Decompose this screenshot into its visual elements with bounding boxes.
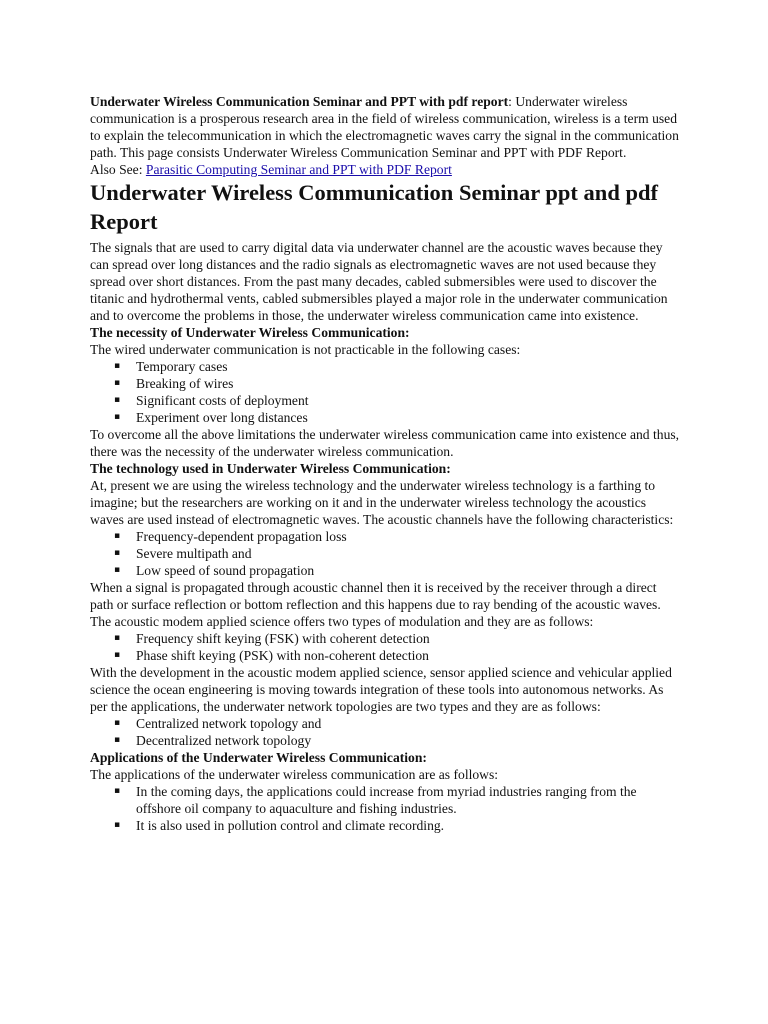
bullet-icon: ▪ <box>114 395 121 405</box>
bullet-icon: ▪ <box>114 565 121 575</box>
bullet-icon: ▪ <box>114 378 121 388</box>
bullet-icon: ▪ <box>114 412 121 422</box>
list-item <box>114 562 682 579</box>
list-item <box>114 630 682 647</box>
modulation-intro: When a signal is propagated through acoustic channel then it is received by the receiver through a direct path or surface reflection or bottom reflection and this happens due to ray bending of the acoustic waves. The acoustic modem applied science offers two types of modulation and they are as follows: <box>90 580 661 629</box>
necessity-list <box>90 358 682 426</box>
also-see <box>90 161 682 178</box>
applications-list <box>90 783 682 834</box>
applications-intro: The applications of the underwater wireless communication are as follows: <box>90 767 499 782</box>
list-item <box>114 392 682 409</box>
applications-heading: Applications of the Underwater Wireless Communication: <box>90 750 427 765</box>
list-item <box>114 409 682 426</box>
parasitic-computing-link[interactable]: Parasitic Computing Seminar and PPT with PDF Report <box>145 162 452 177</box>
bullet-icon: ▪ <box>114 531 121 541</box>
characteristics-list <box>90 528 682 579</box>
list-item-text: Low speed of sound propagation <box>136 563 315 578</box>
topology-intro: With the development in the acoustic modem applied science, sensor applied science and vehicular applied science the ocean engineering is moving towards integration of these tools into autonomous networks. As per the applications, the underwater network topologies are two types and they are as follows: <box>90 665 672 714</box>
bullet-icon: ▪ <box>114 735 121 745</box>
list-item-text: Severe multipath and <box>136 546 252 561</box>
bullet-icon: ▪ <box>114 786 121 796</box>
list-item <box>114 647 682 664</box>
list-item-text: It is also used in pollution control and climate recording. <box>136 818 445 833</box>
list-item <box>114 817 682 834</box>
list-item <box>114 783 682 817</box>
topology-list <box>90 715 682 749</box>
list-item-text: Frequency-dependent propagation loss <box>136 529 347 544</box>
bullet-icon: ▪ <box>114 548 121 558</box>
list-item <box>114 375 682 392</box>
list-item-text: Experiment over long distances <box>136 410 308 425</box>
list-item <box>114 545 682 562</box>
list-item <box>114 715 682 732</box>
necessity-intro: The wired underwater communication is not practicable in the following cases: <box>90 342 521 357</box>
list-item-text: Frequency shift keying (FSK) with coherent detection <box>136 631 430 646</box>
intro-paragraph <box>90 93 682 161</box>
bullet-icon: ▪ <box>114 820 121 830</box>
necessity-conclusion: To overcome all the above limitations the underwater wireless communication came into existence and thus, there was the necessity of the underwater wireless communication. <box>90 427 680 459</box>
list-item <box>114 732 682 749</box>
page-title: Underwater Wireless Communication Seminar ppt and pdf Report <box>90 180 658 234</box>
list-item <box>114 358 682 375</box>
list-item-text: In the coming days, the applications could increase from myriad industries ranging from the offshore oil company to aquaculture and fishing industries. <box>136 784 637 816</box>
document-page <box>90 93 682 834</box>
necessity-heading: The necessity of Underwater Wireless Communication: <box>90 325 410 340</box>
technology-intro: At, present we are using the wireless technology and the underwater wireless technology is a farthing to imagine; but the researchers are working on it and in the underwater wireless technology the acoustics waves are used instead of electromagnetic waves. The acoustic channels have the following characteristics: <box>90 478 674 527</box>
list-item-text: Centralized network topology and <box>136 716 322 731</box>
also-see-label: Also See: <box>90 162 146 177</box>
technology-heading: The technology used in Underwater Wireless Communication: <box>90 461 451 476</box>
bullet-icon: ▪ <box>114 361 121 371</box>
bullet-icon: ▪ <box>114 633 121 643</box>
list-item-text: Breaking of wires <box>136 376 234 391</box>
bullet-icon: ▪ <box>114 718 121 728</box>
list-item-text: Significant costs of deployment <box>136 393 309 408</box>
intro-text: : Underwater wireless communication is a prosperous research area in the field of wireless communication, wireless is a term used to explain the telecommunication in which the electromagnetic waves carry the signal in the communication path. This page consists Underwater Wireless Communication Seminar and PPT with PDF Report. <box>90 94 679 160</box>
list-item-text: Phase shift keying (PSK) with non-coherent detection <box>136 648 429 663</box>
modulation-list <box>90 630 682 664</box>
overview-paragraph: The signals that are used to carry digital data via underwater channel are the acoustic waves because they can spread over long distances and the radio signals as electromagnetic waves are not used because they spread over short distances. From the past many decades, cabled submersibles were used to discover the titanic and hydrothermal vents, cabled submersibles played a major role in the underwater communication and to overcome the problems in those, the underwater wireless communication came into existence. <box>90 240 668 323</box>
list-item-text: Decentralized network topology <box>136 733 312 748</box>
list-item <box>114 528 682 545</box>
list-item-text: Temporary cases <box>136 359 228 374</box>
bullet-icon: ▪ <box>114 650 121 660</box>
intro-title: Underwater Wireless Communication Seminar and PPT with pdf report <box>90 94 509 109</box>
